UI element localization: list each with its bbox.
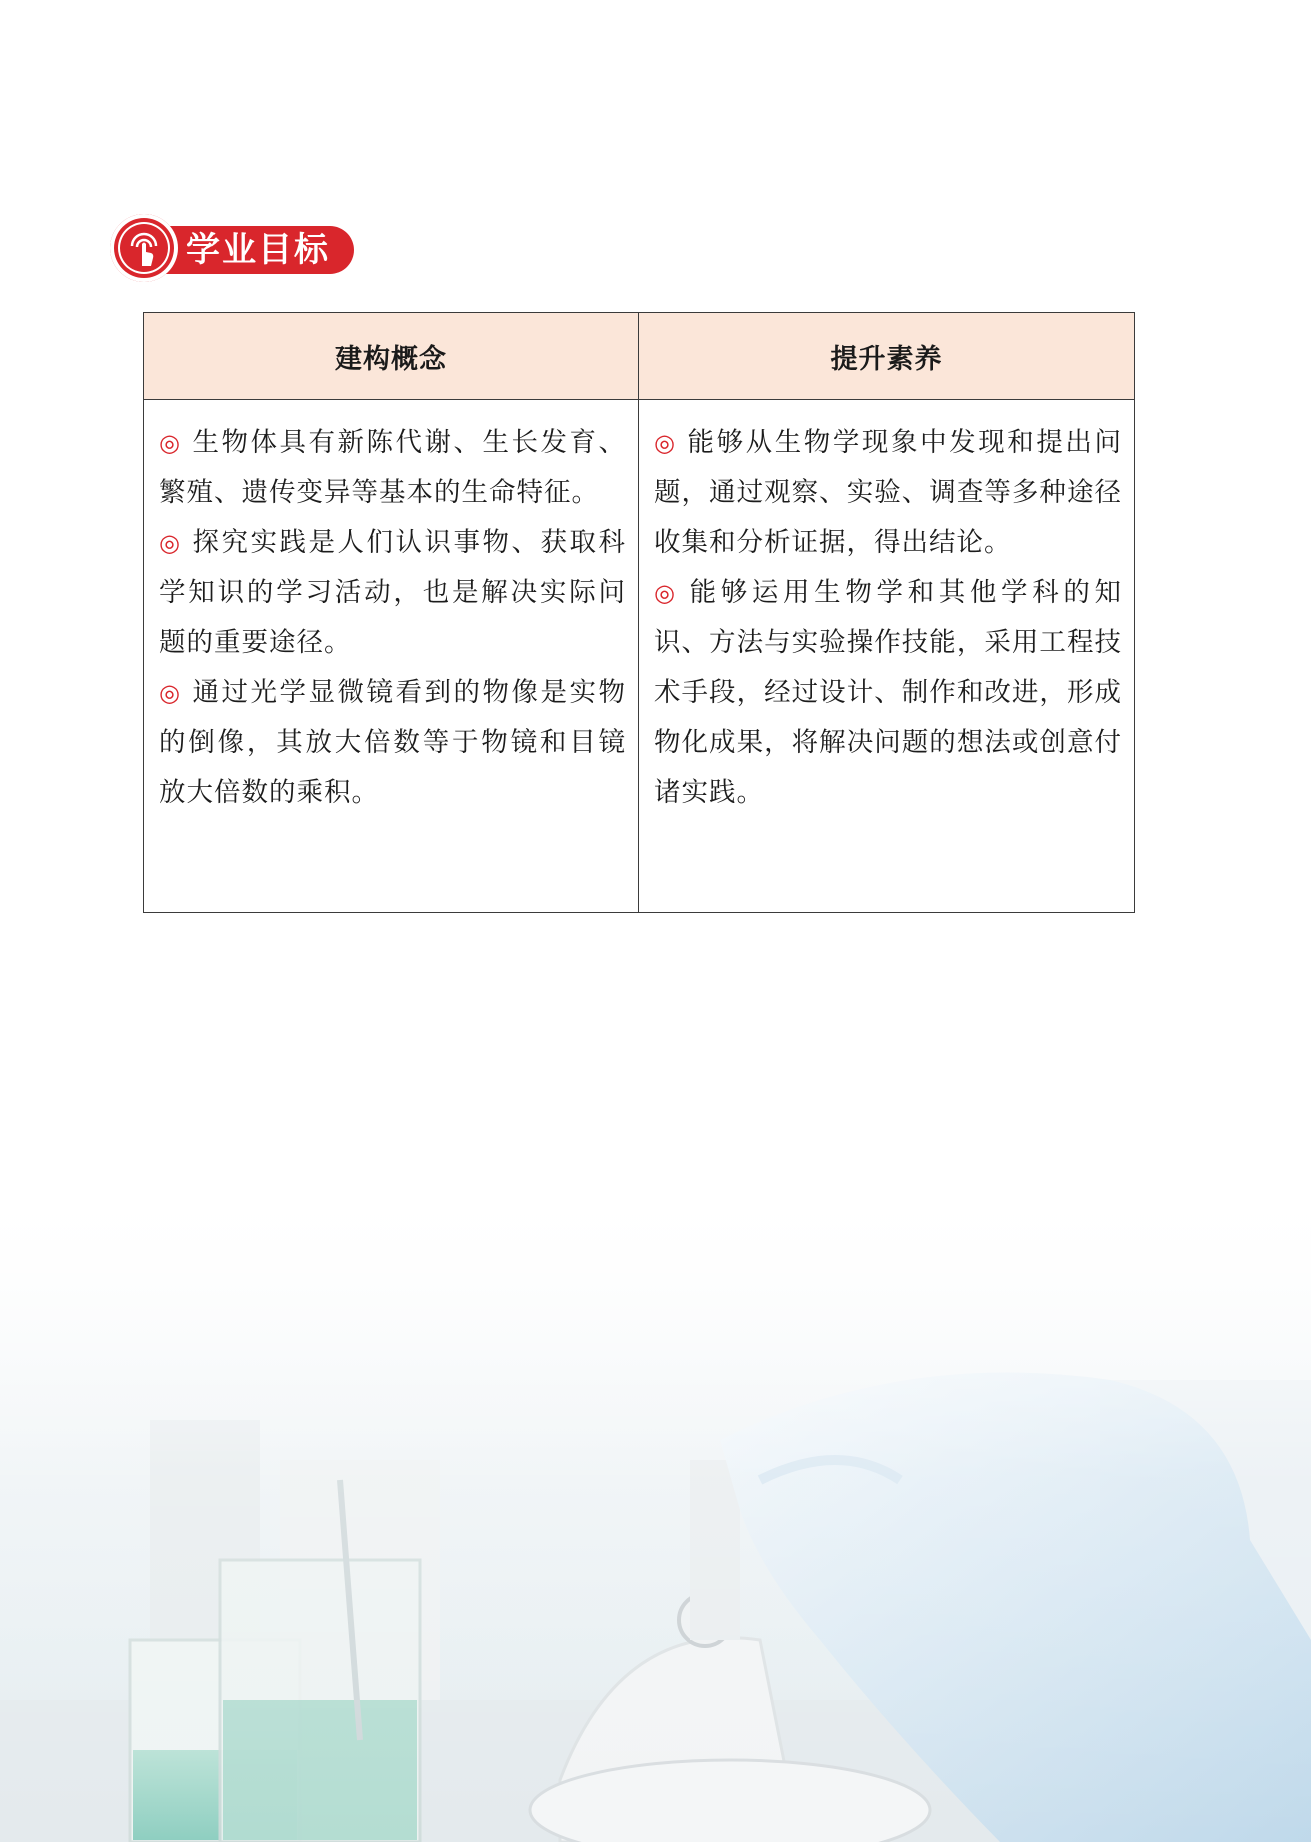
hand-tap-icon xyxy=(118,222,170,274)
bullet-icon: ◎ xyxy=(159,429,183,457)
literacy-item xyxy=(654,418,1122,568)
lab-scene-illustration xyxy=(0,1180,1311,1842)
table-header-row xyxy=(144,313,1135,400)
concept-item-text: 通过光学显微镜看到的物像是实物的倒像，其放大倍数等于物镜和目镜放大倍数的乘积。 xyxy=(159,677,626,808)
literacy-item-text: 能够运用生物学和其他学科的知识、方法与实验操作技能，采用工程技术手段，经过设计、制作和改进，形成物化成果，将解决问题的想法或创意付诸实践。 xyxy=(654,577,1122,808)
bullet-icon: ◎ xyxy=(654,579,680,607)
concept-item xyxy=(159,418,626,518)
literacy-item-text: 能够从生物学现象中发现和提出问题，通过观察、实验、调查等多种途径收集和分析证据，得出结论。 xyxy=(654,427,1122,558)
header-concepts: 建构概念 xyxy=(144,313,639,400)
table-body-row xyxy=(144,400,1135,913)
learning-goals-table xyxy=(143,312,1135,913)
concept-item xyxy=(159,518,626,668)
concepts-cell xyxy=(144,400,639,913)
header-literacy: 提升素养 xyxy=(639,313,1135,400)
literacy-item xyxy=(654,568,1122,818)
lab-background-photo xyxy=(0,1180,1311,1842)
concept-item-text: 生物体具有新陈代谢、生长发育、繁殖、遗传变异等基本的生命特征。 xyxy=(159,427,626,508)
concept-item xyxy=(159,668,626,818)
section-badge xyxy=(110,214,354,282)
concept-item-text: 探究实践是人们认识事物、获取科学知识的学习活动，也是解决实际问题的重要途径。 xyxy=(159,527,626,658)
bullet-icon: ◎ xyxy=(159,529,183,557)
section-title: 学业目标 xyxy=(186,230,330,270)
bullet-icon: ◎ xyxy=(159,679,183,707)
bullet-icon: ◎ xyxy=(654,429,678,457)
literacy-cell xyxy=(639,400,1135,913)
section-badge-circle xyxy=(110,214,178,282)
